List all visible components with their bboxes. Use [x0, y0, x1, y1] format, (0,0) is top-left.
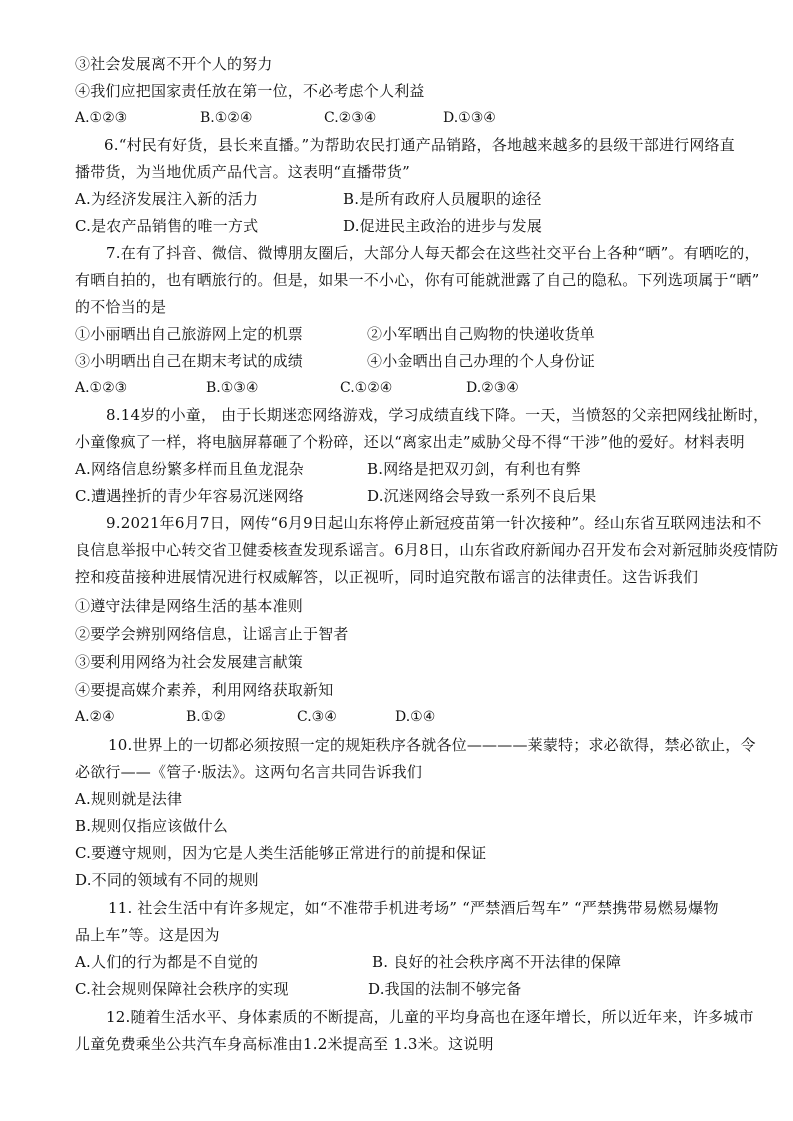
- q8-option-b: B.网络是把双刃剑，有利也有弊: [367, 460, 581, 478]
- q9-option-b: B.①②: [186, 709, 226, 725]
- q7-item-4: ④小金晒出自己办理的个人身份证: [367, 352, 596, 370]
- q11-stem-line1: 11. 社会生活中有许多规定，如“不准带手机进考场” “严禁酒后驾车” “严禁携带易燃易爆物: [108, 899, 719, 917]
- q6-option-c: C.是农产品销售的唯一方式: [75, 217, 259, 235]
- q9-stem-line3: 控和疫苗接种进展情况进行权威解答，以正视听，同时追究散布谣言的法律责任。这告诉我们: [75, 568, 699, 586]
- q6-option-a: A.为经济发展注入新的活力: [75, 190, 259, 208]
- q7-stem-line2: 有晒自拍的，也有晒旅行的。但是，如果一不小心，你有可能就泄露了自己的隐私。下列选项属于“晒”: [75, 271, 760, 289]
- q7-item-2: ②小军晒出自己购物的快递收货单: [367, 325, 596, 343]
- q7-item-3: ③小明晒出自己在期末考试的成绩: [75, 352, 304, 370]
- q9-stem-line1: 9.2021年6月7日，网传“6月9日起山东将停止新冠疫苗第一针次接种”。经山东省互联网违法和不: [106, 514, 762, 532]
- q11-option-d: D.我国的法制不够完备: [368, 980, 522, 998]
- q6-stem-line2: 播带货，为当地优质产品代言。这表明“直播带货”: [75, 163, 410, 181]
- q8-option-d: D.沉迷网络会导致一系列不良后果: [367, 487, 597, 505]
- q8-option-c: C.遭遇挫折的青少年容易沉迷网络: [75, 487, 304, 505]
- q7-item-1: ①小丽晒出自己旅游网上定的机票: [75, 325, 304, 343]
- q11-option-a: A.人们的行为都是不自觉的: [75, 953, 259, 971]
- q7-stem-line1: 7.在有了抖音、微信、微博朋友圈后，大部分人每天都会在这些社交平台上各种“晒”。有晒吃的，: [106, 244, 760, 262]
- q11-option-c: C.社会规则保障社会秩序的实现: [75, 980, 289, 998]
- q5-item-4: ④我们应把国家责任放在第一位，不必考虑个人利益: [75, 82, 425, 100]
- q8-option-a: A.网络信息纷繁多样而且鱼龙混杂: [75, 460, 304, 478]
- q10-stem-line1: 10.世界上的一切都必须按照一定的规矩秩序各就各位————莱蒙特；求必欲得，禁必欲止，令: [108, 736, 756, 754]
- q7-option-b: B.①③④: [206, 380, 259, 396]
- q5-option-a: A.①②③: [75, 110, 128, 126]
- q9-item-3: ③要利用网络为社会发展建言献策: [75, 653, 304, 671]
- q9-option-c: C.③④: [297, 709, 337, 725]
- q9-item-1: ①遵守法律是网络生活的基本准则: [75, 597, 304, 615]
- q10-option-d: D.不同的领域有不同的规则: [75, 871, 259, 889]
- q8-stem-line2: 小童像疯了一样，将电脑屏幕砸了个粉碎，还以“离家出走”威胁父母不得“干涉”他的爱好。材料表明: [75, 433, 745, 451]
- q7-option-a: A.①②③: [75, 380, 128, 396]
- q9-option-d: D.①④: [395, 709, 436, 725]
- q9-item-2: ②要学会辨别网络信息，让谣言止于智者: [75, 625, 349, 643]
- q12-stem-line2: 儿童免费乘坐公共汽车身高标准由1.2米提高至 1.3米。这说明: [75, 1035, 494, 1053]
- q6-stem-line1: 6.“村民有好货，县长来直播。”为帮助农民打通产品销路，各地越来越多的县级干部进行网络直: [104, 136, 735, 154]
- q10-option-a: A.规则就是法律: [75, 790, 183, 808]
- q9-stem-line2: 良信息举报中心转交省卫健委核查发现系谣言。6月8日，山东省政府新闻办召开发布会对新冠肺炎疫情防: [75, 541, 779, 559]
- q8-stem-line1: 8.14岁的小童， 由于长期迷恋网络游戏，学习成绩直线下降。一天，当愤怒的父亲把网线扯断时，: [106, 406, 769, 424]
- q10-option-c: C.要遵守规则，因为它是人类生活能够正常进行的前提和保证: [75, 844, 487, 862]
- q7-option-d: D.②③④: [466, 380, 519, 396]
- q6-option-d: D.促进民主政治的进步与发展: [343, 217, 543, 235]
- q10-stem-line2: 必欲行——《管子·版法》。这两句名言共同告诉我们: [75, 763, 423, 781]
- q11-stem-line2: 品上车”等。这是因为: [75, 926, 220, 944]
- q12-stem-line1: 12.随着生活水平、身体素质的不断提高，儿童的平均身高也在逐年增长，所以近年来，许多城市: [106, 1008, 754, 1026]
- q7-option-c: C.①②④: [340, 380, 393, 396]
- q5-option-d: D.①③④: [443, 110, 496, 126]
- q7-stem-line3: 的不恰当的是: [75, 298, 167, 316]
- q5-item-3: ③社会发展离不开个人的努力: [75, 55, 273, 73]
- q10-option-b: B.规则仅指应该做什么: [75, 817, 228, 835]
- q5-option-c: C.②③④: [324, 110, 377, 126]
- q6-option-b: B.是所有政府人员履职的途径: [343, 190, 542, 208]
- q9-item-4: ④要提高媒介素养，利用网络获取新知: [75, 681, 334, 699]
- q5-option-b: B.①②④: [200, 110, 253, 126]
- q11-option-b: B. 良好的社会秩序离不开法律的保障: [372, 953, 622, 971]
- q9-option-a: A.②④: [75, 709, 115, 725]
